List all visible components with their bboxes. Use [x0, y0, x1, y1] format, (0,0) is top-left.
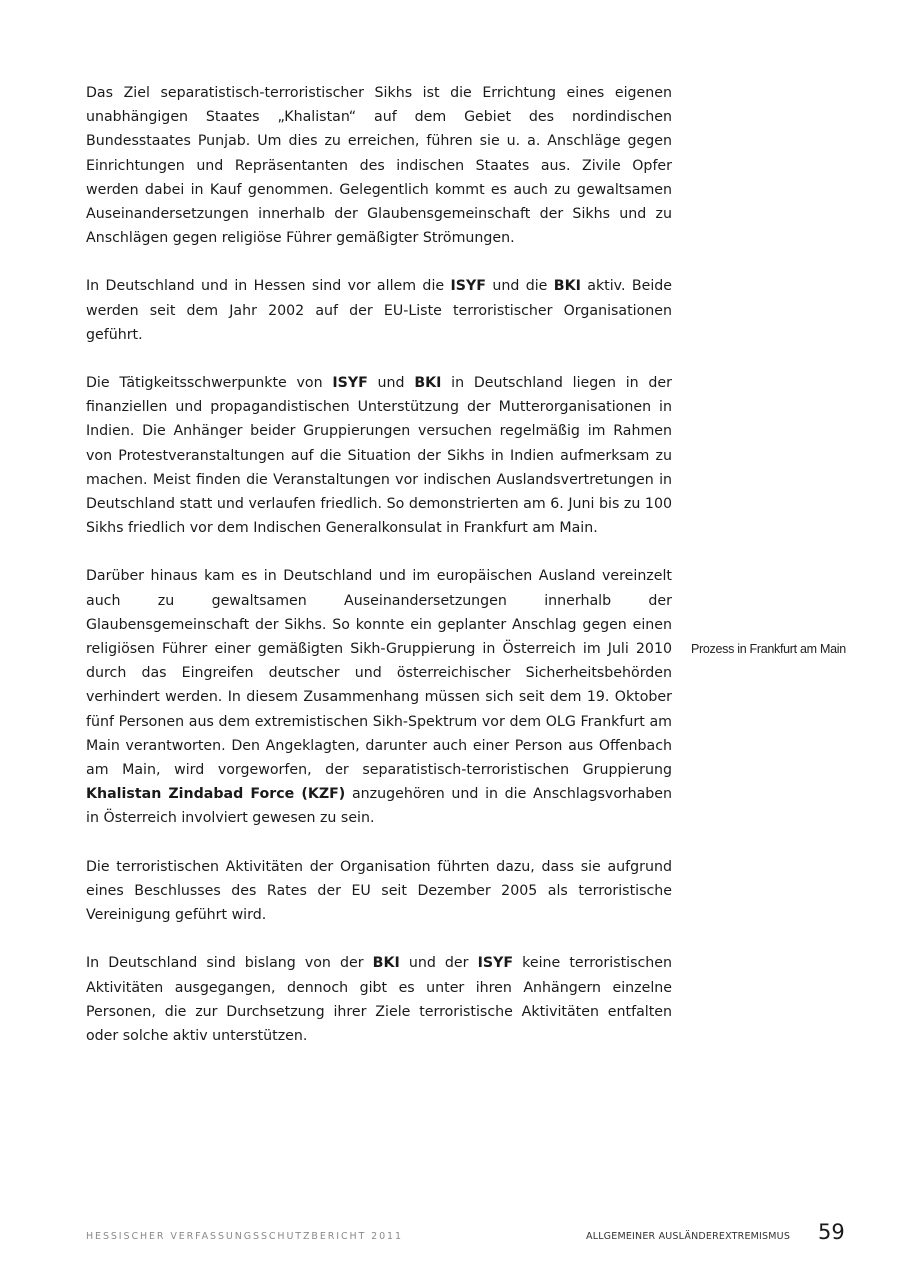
paragraph — [86, 81, 672, 250]
bold-term: ISYF — [450, 278, 486, 295]
bold-term: ISYF — [477, 955, 514, 972]
text-run: Das Ziel separatistisch-terroristischer Sikhs ist die Errichtung eines eigenen unabhängigen Staates „Khalistan“ auf dem Gebiet des nordindischen Bundesstaates Punjab. Um dies zu erreichen, führen sie u. a. Anschläge gegen Einrichtungen und Repräsentanten des indischen Staates aus. Zivile Opfer werden dabei in Kauf genommen. Gelegentlich kommt es auch zu gewaltsamen Auseinandersetzungen innerhalb der Glaubensgemeinschaft der Sikhs und zu Anschlägen gegen religiöse Führer gemäßigter Strömungen. — [86, 85, 672, 247]
text-run: In Deutschland sind bislang von der — [86, 955, 373, 972]
bold-term: Khalistan Zindabad Force (KZF) — [86, 786, 346, 803]
bold-term: ISYF — [332, 375, 368, 392]
page-number: 59 — [818, 1220, 845, 1244]
paragraph — [86, 371, 672, 540]
footer-publication-title: HESSISCHER VERFASSUNGSSCHUTZBERICHT 2011 — [86, 1231, 403, 1242]
text-run: Die Tätigkeitsschwerpunkte von — [86, 375, 333, 392]
text-run: Die terroristischen Aktivitäten der Organisation führten dazu, dass sie aufgrund eines Beschlusses des Rates der EU seit Dezember 2005 als terroristische Vereinigung geführt wird. — [86, 858, 672, 924]
paragraph — [86, 855, 672, 928]
text-run: und die — [485, 278, 554, 295]
text-run: und der — [399, 955, 478, 972]
text-run: anzugehören und in die Anschlagsvorhaben in Österreich involviert gewesen zu sein. — [86, 786, 672, 827]
bold-term: BKI — [553, 278, 581, 295]
text-run: aktiv. Beide werden seit dem Jahr 2002 auf der EU-Liste terroristischer Organisationen geführt. — [86, 278, 672, 343]
paragraph — [86, 951, 672, 1048]
body-text — [86, 81, 672, 1072]
paragraph — [86, 274, 672, 347]
paragraph — [86, 564, 672, 830]
bold-term: BKI — [372, 955, 400, 972]
text-run: keine terroristischen Aktivitäten ausgegangen, dennoch gibt es unter ihren Anhängern einzelne Personen, die zur Durchsetzung ihrer Ziele terroristische Aktivitäten entfalten oder solche aktiv unterstützen. — [86, 955, 672, 1044]
text-run: Darüber hinaus kam es in Deutschland und im europäischen Ausland vereinzelt auch zu gewaltsamen Auseinandersetzungen innerhalb der Glaubensgemeinschaft der Sikhs. So konnte ein geplanter Anschlag gegen einen religiösen Führer einer gemäßigten Sikh-Gruppierung in Österreich im Juli 2010 durch das Eingreifen deutscher und österreichischer Sicherheitsbehörden verhindert werden. In diesem Zusammenhang müssen sich seit dem 19. Oktober fünf Personen aus dem extremistischen Sikh-Spektrum vor dem OLG Frankfurt am Main verantworten. Den Angeklagten, darunter auch einer Person aus Offenbach am Main, wird vorgeworfen, der separatistisch-terroristischen Gruppierung — [86, 568, 672, 779]
margin-note: Prozess in Frankfurt am Main — [691, 642, 846, 656]
text-run: in Deutschland liegen in der finanziellen und propagandistischen Unterstützung der Mutterorganisationen in Indien. Die Anhänger beider Gruppierungen versuchen regelmäßig im Rahmen von Protestveranstaltungen auf die Situation der Sikhs in Indien aufmerksam zu machen. Meist finden die Veranstaltungen vor indischen Auslandsvertretungen in Deutschland statt und verlaufen friedlich. So demonstrierten am 6. Juni bis zu 100 Sikhs friedlich vor dem Indischen Generalkonsulat in Frankfurt am Main. — [86, 375, 672, 537]
text-run: In Deutschland und in Hessen sind vor allem die — [86, 278, 451, 295]
text-run: und — [367, 375, 415, 392]
footer-section-title: ALLGEMEINER AUSLÄNDEREXTREMISMUS — [586, 1231, 791, 1242]
bold-term: BKI — [414, 375, 442, 392]
